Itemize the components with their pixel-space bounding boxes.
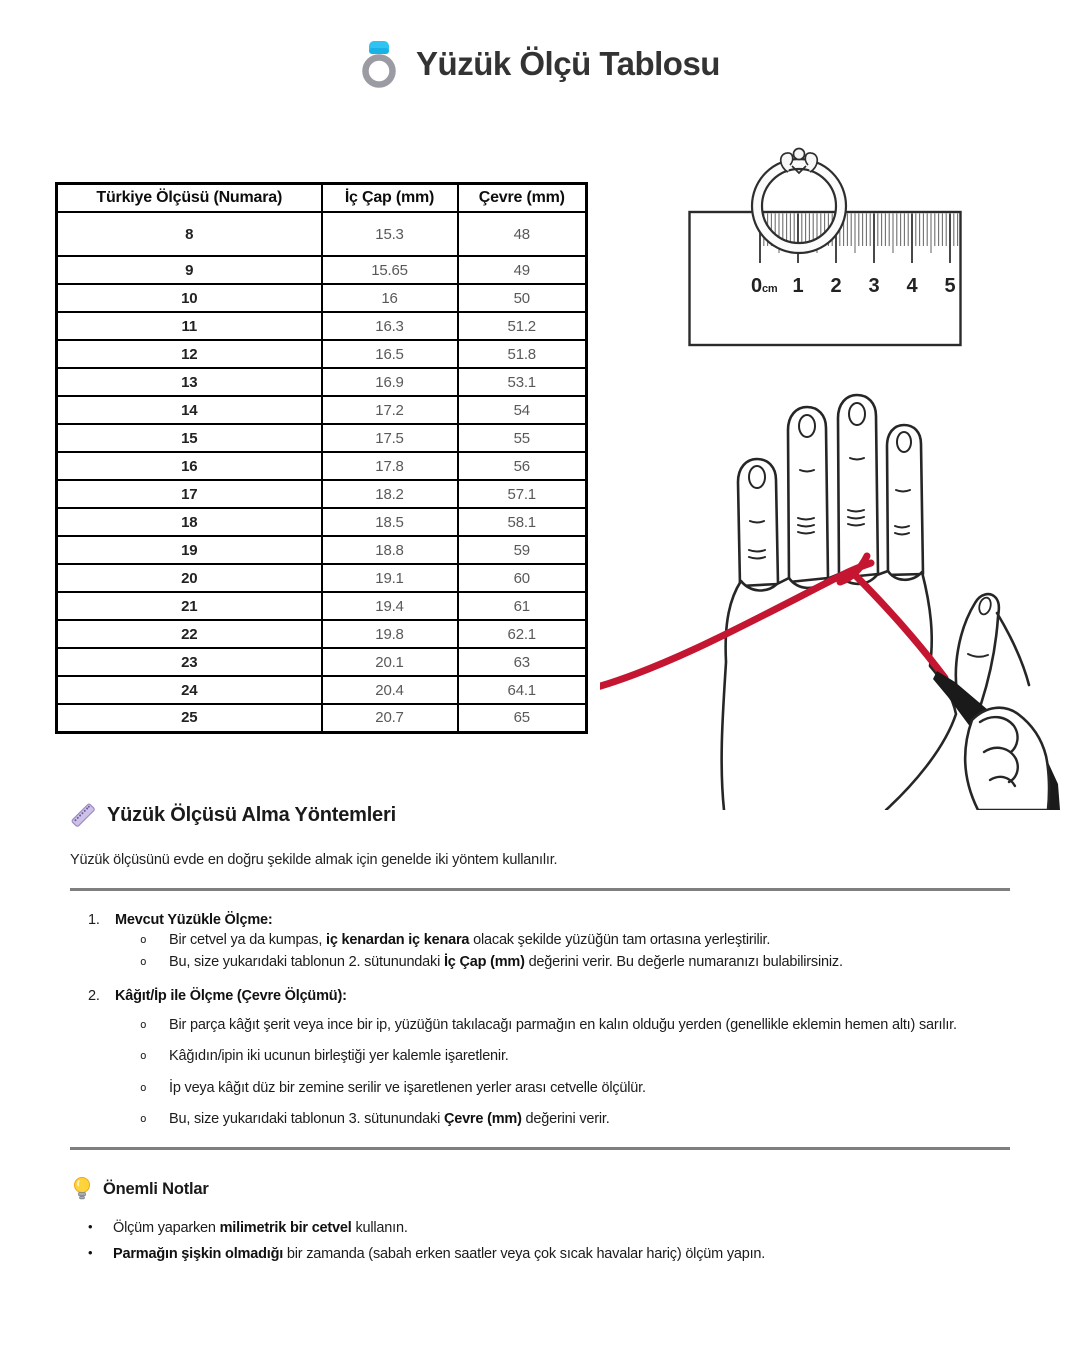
bullet-text: Bir parça kâğıt şerit veya ince bir ip, yüzüğün takılacağı parmağın en kalın olduğu yerden (genellikle eklemin hemen altı) sarılır. [169, 1017, 957, 1034]
circumference-cell: 56 [458, 452, 587, 480]
method-bullet [88, 1016, 1048, 1035]
circumference-cell: 55 [458, 424, 587, 452]
size-cell: 22 [57, 620, 322, 648]
hand-string-measure-figure [600, 370, 1060, 815]
note-bullet [88, 1219, 1038, 1238]
inner-diameter-cell: 19.8 [322, 620, 458, 648]
ring-size-table [55, 182, 588, 734]
table-header-row [57, 184, 587, 213]
inner-diameter-cell: 16.3 [322, 312, 458, 340]
hand-illustration [600, 395, 1060, 810]
bullet-marker: o [140, 1111, 147, 1125]
method-bullet [88, 1079, 1048, 1098]
table-row [57, 256, 587, 284]
table-row [57, 212, 587, 256]
table-row [57, 564, 587, 592]
divider-line [70, 888, 1010, 891]
circumference-cell: 57.1 [458, 480, 587, 508]
size-cell: 21 [57, 592, 322, 620]
notes-section-header [72, 1176, 209, 1202]
inner-diameter-cell: 17.5 [322, 424, 458, 452]
size-cell: 14 [57, 396, 322, 424]
bullet-text: İp veya kâğıt düz bir zemine serilir ve işaretlenen yerler arası cetvelle ölçülür. [169, 1079, 646, 1096]
inner-diameter-cell: 20.4 [322, 676, 458, 704]
bullet-text: Bir cetvel ya da kumpas, iç kenardan iç kenara olacak şekilde yüzüğün tam ortasına yerleştirilir. [169, 932, 771, 948]
note-bullet [88, 1245, 1038, 1264]
ruler-icon [70, 802, 96, 828]
table-row [57, 648, 587, 676]
table-row [57, 284, 587, 312]
table-row [57, 480, 587, 508]
inner-diameter-cell: 17.8 [322, 452, 458, 480]
method-item [88, 988, 1048, 1129]
table-row [57, 368, 587, 396]
bullet-text: Parmağın şişkin olmadığı bir zamanda (sabah erken saatler veya çok sıcak havalar hariç) ölçüm yapın. [113, 1245, 766, 1262]
circumference-cell: 48 [458, 212, 587, 256]
size-cell: 19 [57, 536, 322, 564]
inner-diameter-cell: 17.2 [322, 396, 458, 424]
circumference-cell: 65 [458, 704, 587, 732]
circumference-cell: 50 [458, 284, 587, 312]
size-cell: 11 [57, 312, 322, 340]
bullet-text: Kâğıdın/ipin iki ucunun birleştiği yer kalemle işaretlenir. [169, 1048, 509, 1065]
bullet-marker: o [140, 955, 147, 969]
bullet-marker: o [140, 933, 147, 946]
circumference-cell: 61 [458, 592, 587, 620]
size-cell: 20 [57, 564, 322, 592]
second-hand [933, 594, 1060, 810]
table-row [57, 536, 587, 564]
bullet-marker: • [88, 1244, 93, 1260]
method-number: 1. [88, 912, 100, 928]
size-cell: 8 [57, 212, 322, 256]
table-row [57, 452, 587, 480]
table-row [57, 704, 587, 732]
inner-diameter-cell: 16.5 [322, 340, 458, 368]
svg-text:3: 3 [868, 275, 880, 297]
size-cell: 9 [57, 256, 322, 284]
circumference-cell: 53.1 [458, 368, 587, 396]
table-row [57, 340, 587, 368]
inner-diameter-cell: 20.7 [322, 704, 458, 732]
table-row [57, 676, 587, 704]
method-bullet [88, 1047, 1048, 1066]
methods-list [88, 912, 1048, 1145]
size-cell: 15 [57, 424, 322, 452]
method-title: Kâğıt/İp ile Ölçme (Çevre Ölçümü): [115, 988, 347, 1005]
size-cell: 16 [57, 452, 322, 480]
circumference-cell: 59 [458, 536, 587, 564]
method-number: 2. [88, 988, 100, 1005]
size-cell: 23 [57, 648, 322, 676]
bullet-text: Bu, size yukarıdaki tablonun 3. sütunundaki Çevre (mm) değerini verir. [169, 1110, 610, 1127]
size-cell: 18 [57, 508, 322, 536]
table-row [57, 620, 587, 648]
methods-heading: Yüzük Ölçüsü Alma Yöntemleri [107, 803, 396, 826]
inner-diameter-cell: 18.2 [322, 480, 458, 508]
inner-diameter-cell: 19.1 [322, 564, 458, 592]
circumference-cell: 62.1 [458, 620, 587, 648]
svg-text:0cm: 0cm [751, 275, 778, 297]
bullet-text: Ölçüm yaparken milimetrik bir cetvel kullanın. [113, 1220, 408, 1236]
inner-diameter-cell: 16 [322, 284, 458, 312]
circumference-cell: 54 [458, 396, 587, 424]
svg-text:5: 5 [944, 275, 956, 297]
page-title: Yüzük Ölçü Tablosu [416, 45, 720, 82]
size-cell: 17 [57, 480, 322, 508]
methods-intro: Yüzük ölçüsünü evde en doğru şekilde almak için genelde iki yöntem kullanılır. [70, 852, 558, 868]
notes-heading: Önemli Notlar [103, 1179, 209, 1198]
size-cell: 25 [57, 704, 322, 732]
size-cell: 24 [57, 676, 322, 704]
method-item [88, 912, 1048, 972]
table-row [57, 396, 587, 424]
method-bullet [88, 953, 1048, 972]
col-header-size: Türkiye Ölçüsü (Numara) [57, 184, 322, 213]
size-table-body [57, 212, 587, 732]
method-title: Mevcut Yüzükle Ölçme: [115, 912, 273, 928]
circumference-cell: 63 [458, 648, 587, 676]
inner-diameter-cell: 19.4 [322, 592, 458, 620]
table-row [57, 508, 587, 536]
table-row [57, 592, 587, 620]
inner-diameter-cell: 18.5 [322, 508, 458, 536]
ring-icon [360, 38, 398, 90]
bullet-marker: • [88, 1219, 93, 1234]
svg-text:2: 2 [830, 275, 842, 297]
ring-on-ruler-figure [688, 140, 962, 355]
bullet-marker: o [140, 1049, 147, 1063]
size-cell: 12 [57, 340, 322, 368]
col-header-circumference: Çevre (mm) [458, 184, 587, 213]
method-bullet [88, 931, 1048, 950]
size-cell: 10 [57, 284, 322, 312]
bullet-marker: o [140, 1080, 147, 1094]
inner-diameter-cell: 20.1 [322, 648, 458, 676]
lightbulb-icon [72, 1176, 92, 1202]
circumference-cell: 51.8 [458, 340, 587, 368]
circumference-cell: 60 [458, 564, 587, 592]
svg-text:1: 1 [792, 275, 804, 297]
methods-section-header [70, 802, 396, 828]
page-header [0, 38, 1080, 90]
circumference-cell: 64.1 [458, 676, 587, 704]
method-bullet [88, 1110, 1048, 1129]
inner-diameter-cell: 15.65 [322, 256, 458, 284]
inner-diameter-cell: 16.9 [322, 368, 458, 396]
col-header-inner-diameter: İç Çap (mm) [322, 184, 458, 213]
divider-line [70, 1147, 1010, 1150]
bullet-text: Bu, size yukarıdaki tablonun 2. sütunundaki İç Çap (mm) değerini verir. Bu değerle numaranızı bulabilirsiniz. [169, 954, 843, 971]
table-row [57, 312, 587, 340]
circumference-cell: 51.2 [458, 312, 587, 340]
notes-list [88, 1212, 1038, 1264]
circumference-cell: 49 [458, 256, 587, 284]
circumference-cell: 58.1 [458, 508, 587, 536]
table-row [57, 424, 587, 452]
size-cell: 13 [57, 368, 322, 396]
bullet-marker: o [140, 1018, 147, 1032]
inner-diameter-cell: 15.3 [322, 212, 458, 256]
svg-text:4: 4 [906, 275, 918, 297]
inner-diameter-cell: 18.8 [322, 536, 458, 564]
